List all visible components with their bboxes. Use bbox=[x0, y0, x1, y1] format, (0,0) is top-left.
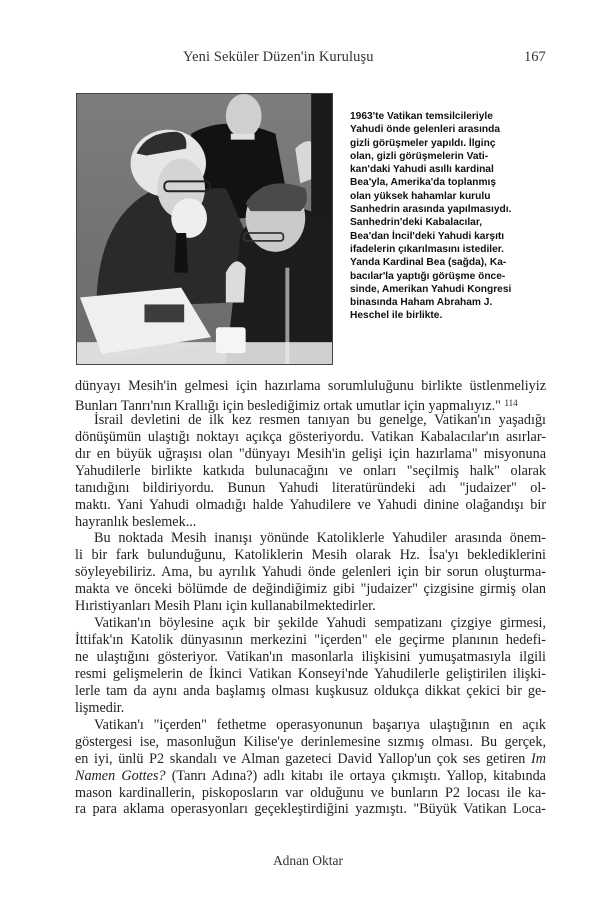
body-line: dır en büyük uğraşısı olan "dünyayı Mesih'in gelişi için hazırlama" misyonuna bbox=[75, 445, 546, 462]
caption-line: Yanda Kardinal Bea (sağda), Ka- bbox=[350, 257, 507, 269]
body-line: mason kardinallerin, piskoposların var olduğunu ve bunların P2 locası ile ka- bbox=[75, 784, 546, 801]
body-line: dünyayı Mesih'in gelmesi için hazırlama sorumluluğunu birlikte üstlenmeliyiz bbox=[75, 378, 546, 394]
italic-title: Im bbox=[531, 750, 546, 767]
caption-line: Heschel ile birlikte. bbox=[350, 310, 443, 322]
body-line: maktı. Yani Yahudi olmadığı halde Yahudilere ve Yahudi dinine olağandışı bir bbox=[75, 496, 546, 513]
body-line: Yahudilerle birlikte katkıda bulunacağını ve onları "seçilmiş halk" olarak bbox=[75, 462, 546, 479]
caption-line: Sanhedrin arasında yapılmasıydı. bbox=[350, 204, 512, 216]
body-line: Hıristiyanları Mesih Planı için kullanabilmektedirler. bbox=[75, 598, 376, 615]
body-line: Bu noktada Mesih inanışı yönünde Katoliklerle Yahudiler arasında önem- bbox=[94, 530, 546, 547]
body-line: lişmedir. bbox=[75, 699, 125, 716]
body-text bbox=[75, 378, 546, 818]
caption-line: Yahudi önde gelenleri arasında bbox=[350, 124, 501, 136]
body-line: en iyi, ünlü P2 skandalı ve Alman gazeteci David Yallop'un çok ses getiren Im bbox=[75, 750, 546, 767]
photograph-illustration bbox=[77, 94, 332, 364]
body-line: İttifak'ın Katolik dünyasının merkezini "içerden" ele geçirme planının hedefi- bbox=[75, 632, 546, 649]
caption-line: kan'daki Yahudi asıllı kardinal bbox=[350, 164, 494, 176]
caption-line: sinde, Amerikan Yahudi Kongresi bbox=[350, 283, 512, 295]
caption-line: gizli görüşmeler yapıldı. İlginç bbox=[350, 137, 496, 149]
footnote-marker: 114 bbox=[504, 397, 518, 408]
body-line: tanıdığını bildiriyordu. Bunun Yahudi literatüründeki adı "judaizer" ol- bbox=[75, 479, 546, 496]
body-line: göstergesi ise, masonluğun Kilise'ye derinlemesine sızmış olması. Bu gerçek, bbox=[75, 733, 546, 750]
caption-line: Bea'yla, Amerika'da toplanmış bbox=[350, 177, 497, 189]
caption-line: binasında Haham Abraham J. bbox=[350, 297, 493, 309]
caption-line: bacılar'la yaptığı görüşme önce- bbox=[350, 270, 506, 282]
body-line: resmi gelişmelerin de İkinci Vatikan Konseyi'nde Yahudilerle geliştirilen ilişki- bbox=[75, 665, 546, 682]
body-line: ne ulaştığını gösteriyor. Vatikan'ın masonlarla ilişkisini yumuşatmasıyla ilgili bbox=[75, 649, 546, 665]
body-line: li bir fark bulunduğunu, Katoliklerin Mesih olarak Hz. İsa'yı beklediklerini bbox=[75, 547, 546, 564]
photo-heschel-bea bbox=[76, 93, 333, 365]
footer-author: Adnan Oktar bbox=[272, 853, 344, 868]
body-line: Vatikan'ı "içerden" fethetme operasyonunun başarıya ulaştığının en açık bbox=[94, 716, 546, 733]
body-line: makta ve önceki bölümde de değindiğimiz gibi "judaizer" çizgisine girmiş olan bbox=[75, 581, 546, 598]
caption-line: olan, gizli görüşmelerin Vati- bbox=[350, 150, 489, 162]
body-line: İsrail devletini de ilk kez resmen tanıyan bu genelge, Vatikan'ın yaşadığı bbox=[94, 411, 546, 428]
footer bbox=[0, 853, 616, 869]
body-line: söyleyebiliriz. Ama, bu ayrılık Yahudi önde gelenleri için bir sorun oluşturma- bbox=[75, 564, 546, 581]
caption-line: olan yüksek hahamlar kurulu bbox=[350, 190, 491, 202]
body-line: Namen Gottes? (Tanrı Adına?) adlı kitabı ile ortaya çıkmıştı. Yallop, kitabında bbox=[75, 767, 546, 784]
caption-line: Sanhedrin'deki Kabalacılar, bbox=[350, 217, 483, 229]
italic-title: Namen Gottes? bbox=[75, 767, 166, 784]
running-title: Yeni Seküler Düzen'in Kuruluşu bbox=[183, 49, 374, 65]
body-line: Vatikan'ın böylesine açık bir şekilde Yahudi sempatizanı çizgiye girmesi, bbox=[94, 615, 546, 632]
page-number: 167 bbox=[524, 49, 546, 65]
photo-caption bbox=[350, 110, 550, 323]
caption-line: ifadelerin çıkarılmasını istediler. bbox=[350, 243, 505, 255]
body-line: Bunları Tanrı'nın Krallığı için beslediğimiz ortak umutlar için yapmalıyız." $^{114}$ bbox=[75, 397, 518, 414]
body-line: lerle tam da aynı anda başlamış olması kuşkusuz oldukça dikkat çekici bir ge- bbox=[75, 682, 546, 699]
caption-line: 1963'te Vatikan temsilcileriyle bbox=[350, 111, 493, 122]
body-line: dönüşümün ulaştığı noktayı açıkça gösteriyordu. Vatikan Kabalacılar'ın asırlar- bbox=[75, 428, 546, 445]
body-line: ra para aklama operasyonları geçekleştirdiğini yazmıştı. "Büyük Vatikan Loca- bbox=[75, 801, 546, 818]
body-line: hayranlık beslemek... bbox=[75, 513, 197, 530]
caption-line: Bea'dan İncil'deki Yahudi karşıtı bbox=[350, 230, 505, 242]
running-head bbox=[0, 49, 616, 69]
